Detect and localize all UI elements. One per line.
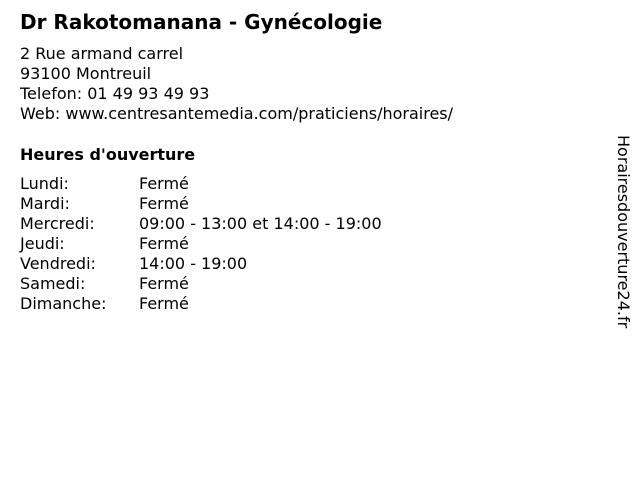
brand-watermark-text: Horairesdouverture24.fr: [614, 135, 633, 329]
hours-value: Fermé: [139, 194, 189, 213]
hours-day-label: Vendredi:: [20, 254, 96, 273]
hours-row-sunday: [20, 294, 382, 314]
hours-value: Fermé: [139, 274, 189, 293]
address-street: 2 Rue armand carrel: [20, 44, 184, 63]
hours-row-monday: [20, 174, 382, 194]
hours-row-tuesday: [20, 194, 382, 214]
address-city: 93100 Montreuil: [20, 64, 152, 83]
hours-value: Fermé: [139, 294, 189, 313]
address-phone: Telefon: 01 49 93 49 93: [20, 84, 210, 103]
hours-row-saturday: [20, 274, 382, 294]
page-title: Dr Rakotomanana - Gynécologie: [20, 10, 383, 34]
hours-value: 09:00 - 13:00 et 14:00 - 19:00: [139, 214, 382, 233]
address-block: [20, 44, 453, 124]
opening-hours-table: [20, 174, 382, 314]
hours-day-label: Samedi:: [20, 274, 86, 293]
opening-hours-heading: Heures d'ouverture: [20, 145, 196, 164]
hours-row-wednesday: [20, 214, 382, 234]
hours-value: Fermé: [139, 234, 189, 253]
hours-day-label: Mardi:: [20, 194, 70, 213]
hours-day-label: Jeudi:: [20, 234, 65, 253]
hours-value: Fermé: [139, 174, 189, 193]
hours-row-friday: [20, 254, 382, 274]
hours-day-label: Lundi:: [20, 174, 69, 193]
hours-value: 14:00 - 19:00: [139, 254, 248, 273]
hours-row-thursday: [20, 234, 382, 254]
hours-day-label: Mercredi:: [20, 214, 95, 233]
hours-day-label: Dimanche:: [20, 294, 107, 313]
address-web: Web: www.centresantemedia.com/praticiens/horaires/: [20, 104, 454, 123]
